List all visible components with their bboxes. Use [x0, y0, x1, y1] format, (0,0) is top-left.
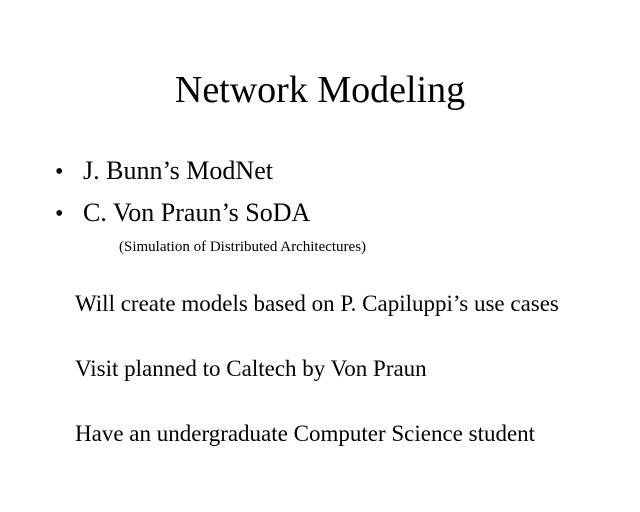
text-line-student: Have an undergraduate Computer Science student [75, 421, 536, 446]
bullet-marker: • [55, 201, 64, 227]
bullet-item-modnet [55, 155, 310, 197]
bullet-list [55, 155, 310, 239]
text-line-models: Will create models based on P. Capiluppi’s use cases [75, 291, 559, 316]
bullet-text: J. Bunn’s ModNet [83, 156, 273, 185]
soda-subnote: (Simulation of Distributed Architectures) [119, 239, 367, 255]
bullet-item-soda [55, 197, 310, 239]
bullet-text: C. Von Praun’s SoDA [83, 198, 311, 227]
text-line-visit: Visit planned to Caltech by Von Praun [75, 356, 427, 381]
bullet-marker: • [55, 159, 64, 185]
slide-title: Network Modeling [174, 69, 466, 111]
